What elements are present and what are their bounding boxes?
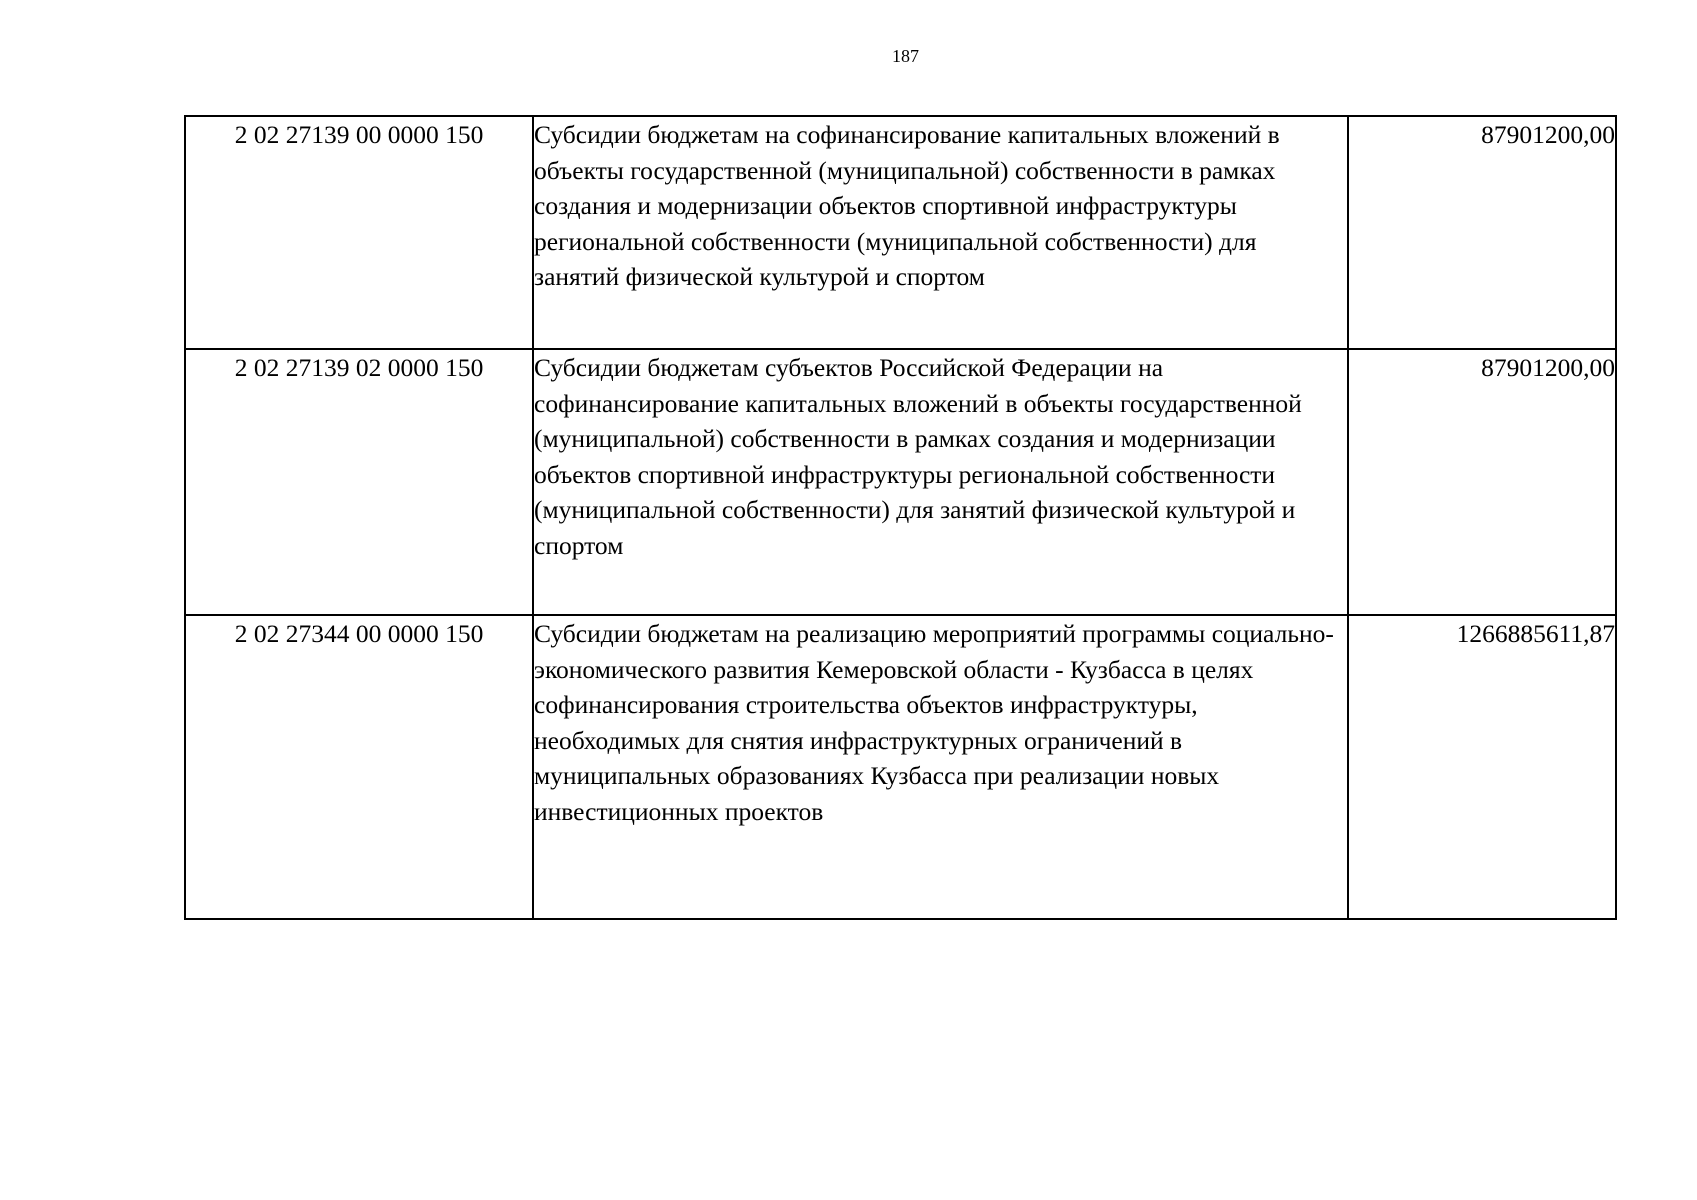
- description-cell: Субсидии бюджетам на софинансирование капитальных вложений в объекты государственной (муниципальной) собственности в рамках создания и модернизации объектов спортивной инфраструктуры региональной собственности (муниципальной собственности) для занятий физической культурой и спортом: [533, 116, 1348, 349]
- amount-cell: [1348, 615, 1616, 919]
- amount-value: 87901200,00: [1481, 353, 1615, 382]
- amount-value: 1266885611,87: [1456, 619, 1615, 648]
- budget-code-cell: 2 02 27344 00 0000 150: [185, 615, 533, 919]
- description-cell: Субсидии бюджетам на реализацию мероприятий программы социально-экономического развития Кемеровской области - Кузбасса в целях софинансирования строительства объектов инфраструктуры, необходимых для снятия инфраструктурных ограничений в муниципальных образованиях Кузбасса при реализации новых инвестиционных проектов: [533, 615, 1348, 919]
- amount-value: 87901200,00: [1481, 120, 1615, 149]
- table-row: [185, 615, 1616, 919]
- table-row: [185, 116, 1616, 349]
- table-row: [185, 349, 1616, 615]
- amount-cell: [1348, 349, 1616, 615]
- budget-revenue-table: [184, 115, 1617, 920]
- description-cell: Субсидии бюджетам субъектов Российской Федерации на софинансирование капитальных вложений в объекты государственной (муниципальной) собственности в рамках создания и модернизации объектов спортивной инфраструктуры региональной собственности (муниципальной собственности) для занятий физической культурой и спортом: [533, 349, 1348, 615]
- amount-cell: [1348, 116, 1616, 349]
- budget-code-cell: 2 02 27139 00 0000 150: [185, 116, 533, 349]
- budget-code-cell: 2 02 27139 02 0000 150: [185, 349, 533, 615]
- page-number: 187: [892, 46, 919, 66]
